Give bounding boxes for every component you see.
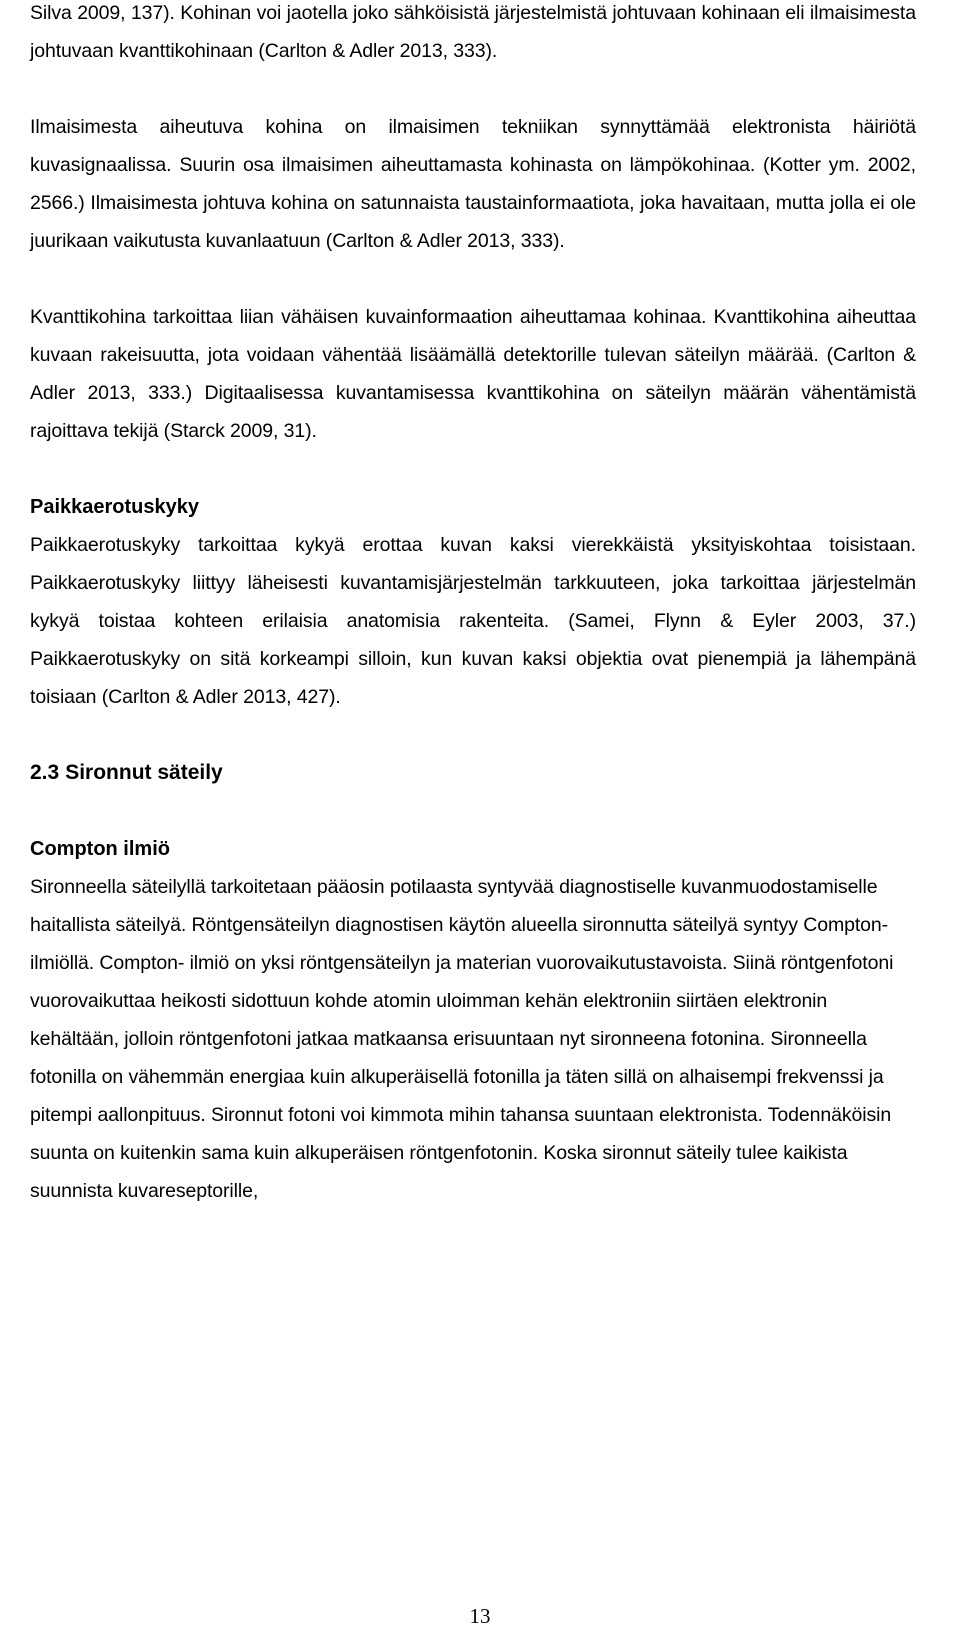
paragraph-noise-types: Silva 2009, 137). Kohinan voi jaotella joko sähköisistä järjestelmistä johtuvaan kohinaan eli ilmaisimesta johtuvaan kvanttikohinaan (Carlton & Adler 2013, 333). — [30, 2, 916, 62]
paragraph-resolution: Paikkaerotuskyky tarkoittaa kykyä erottaa kuvan kaksi vierekkäistä yksityiskohtaa toisistaan. Paikkaerotuskyky liittyy läheisesti kuvantamisjärjestelmän tarkkuuteen, joka tarkoittaa järjestelmän kykyä toistaa kohteen erilaisia anatomisia rakenteita. (Samei, Flynn & Eyler 2003, 37.) Paikkaerotuskyky on sitä korkeampi silloin, kun kuvan kaksi objektia ovat pienempiä ja lähempänä toisiaan (Carlton & Adler 2013, 427). — [30, 534, 916, 708]
paragraph-quantum-noise: Kvanttikohina tarkoittaa liian vähäisen kuvainformaation aiheuttamaa kohinaa. Kvanttikohina aiheuttaa kuvaan rakeisuutta, jota voidaan vähentää lisäämällä detektorille tulevan säteilyn määrää. (Carlton & Adler 2013, 333.) Digitaalisessa kuvantamisessa kvanttikohina on säteilyn määrän vähentämistä rajoittava tekijä (Starck 2009, 31). — [30, 306, 916, 442]
section-heading — [30, 754, 916, 792]
paragraph-detector-noise: Ilmaisimesta aiheutuva kohina on ilmaisimen tekniikan synnyttämää elektronista häiriötä kuvasignaalissa. Suurin osa ilmaisimen aiheuttamasta kohinasta on lämpökohinaa. (Kotter ym. 2002, 2566.) Ilmaisimesta johtuva kohina on satunnaista taustainformaatiota, joka havaitaan, mutta jolla ei ole juurikaan vaikutusta kuvanlaatuun (Carlton & Adler 2013, 333). — [30, 116, 916, 252]
page-number: 13 — [469, 1604, 491, 1628]
subheading-compton: Compton ilmiö — [30, 838, 170, 860]
subheading-resolution: Paikkaerotuskyky — [30, 496, 200, 518]
section-number: 2.3 — [30, 761, 60, 784]
paragraph-compton: Sironneella säteilyllä tarkoitetaan pääosin potilaasta syntyvää diagnostiselle kuvanmuodostamiselle haitallista säteilyä. Röntgensäteilyn diagnostisen käytön alueella sironnutta säteilyä syntyy Compton-ilmiöllä. Compton- ilmiö on yksi röntgensäteilyn ja materian vuorovaikutustavoista. Siinä röntgenfotoni vuorovaikuttaa heikosti sidottuun kohde atomin uloimman kehän elektroniin siirtäen elektronin kehältään, jolloin röntgenfotoni jatkaa matkaansa erisuuntaan nyt sironneena fotonina. Sironneella fotonilla on vähemmän energiaa kuin alkuperäisellä fotonilla ja täten sillä on alhaisempi frekvenssi ja pitempi aallonpituus. Sironnut fotoni voi kimmota mihin tahansa suuntaan elektronista. Todennäköisin suunta on kuitenkin sama kuin alkuperäisen röntgenfotonin. Koska sironnut säteily tulee kaikista suunnista kuvareseptorille, — [30, 876, 894, 1202]
section-title: Sironnut säteily — [65, 761, 223, 784]
